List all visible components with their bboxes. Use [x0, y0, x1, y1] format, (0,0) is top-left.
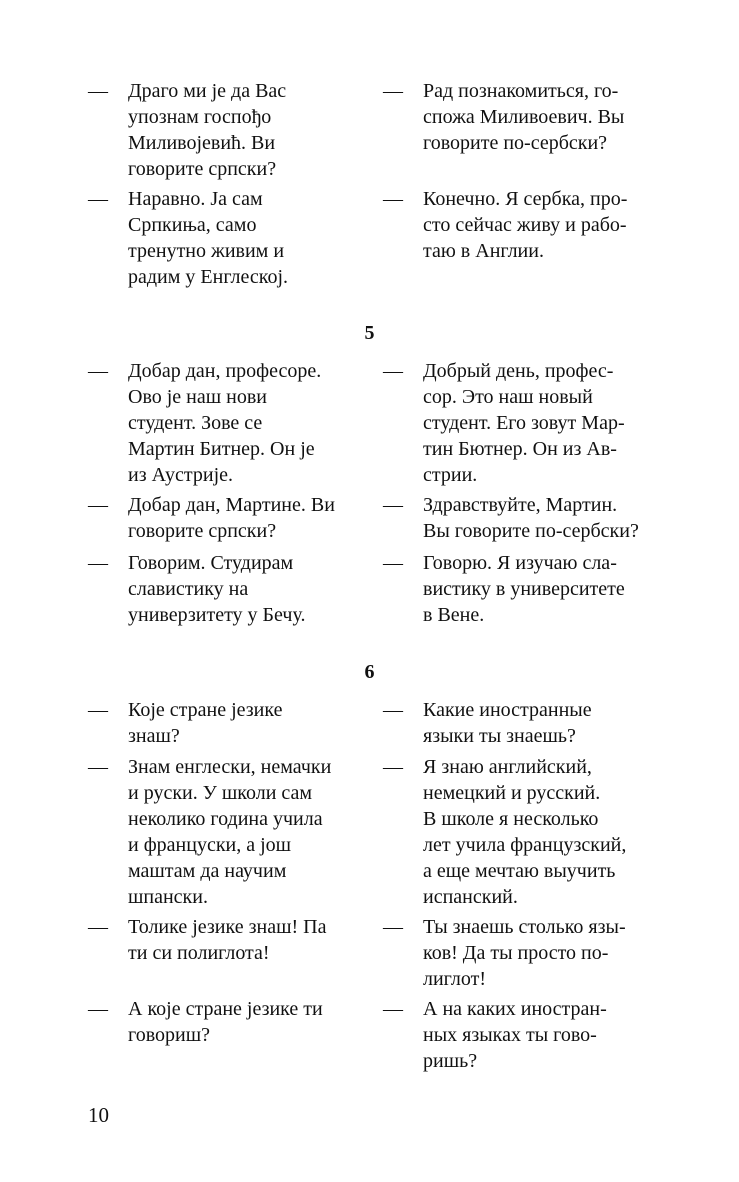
serbian-text: Толике језике знаш! Па ти си полиглота! [128, 916, 327, 964]
dialogue-dash: — [383, 699, 403, 721]
dialogue-dash: — [88, 188, 108, 210]
russian-text: А на каких иностран- ных языках ты гово- ришь? [423, 998, 607, 1072]
russian-text: Рад познакомиться, го- спожа Миливоевич. Вы говорите по-сербски? [423, 80, 625, 154]
russian-text: Добрый день, профес- сор. Это наш новый студент. Его зовут Мар- тин Бютнер. Он из Ав- стрии. [423, 360, 625, 486]
dialogue-dash: — [88, 998, 108, 1020]
dialogue-dash: — [383, 998, 403, 1020]
russian-text: Я знаю английский, немецкий и русский. В школе я несколько лет учила французский, а еще мечтаю выучить испанский. [423, 756, 627, 908]
dialogue-dash: — [383, 188, 403, 210]
serbian-text: Наравно. Ја сам Српкиња, само тренутно живим и радим у Енглеској. [128, 188, 289, 288]
russian-text: Ты знаешь столько язы- ков! Да ты просто по- лиглот! [423, 916, 626, 990]
dialogue-dash: — [88, 80, 108, 102]
serbian-text: Које стране језике знаш? [128, 699, 283, 747]
russian-text: Говорю. Я изучаю сла- вистику в университете в Вене. [423, 552, 625, 626]
dialogue-dash: — [383, 494, 403, 516]
russian-text: Здравствуйте, Мартин. Вы говорите по-сербски? [423, 494, 639, 542]
russian-text: Какие иностранные языки ты знаешь? [423, 699, 592, 747]
dialogue-dash: — [88, 916, 108, 938]
section-number: 5 [364, 322, 375, 344]
serbian-text: А које стране језике ти говориш? [128, 998, 323, 1046]
dialogue-dash: — [88, 494, 108, 516]
serbian-text: Драго ми је да Вас упознам госпођо Миливојевић. Ви говорите српски? [128, 80, 287, 180]
dialogue-dash: — [88, 552, 108, 574]
section-number: 6 [364, 661, 375, 683]
dialogue-dash: — [383, 756, 403, 778]
page-number: 10 [88, 1103, 109, 1127]
dialogue-dash: — [88, 699, 108, 721]
dialogue-dash: — [383, 360, 403, 382]
serbian-text: Добар дан, професоре. Ово је наш нови студент. Зове се Мартин Битнер. Он је из Аустрије. [128, 360, 322, 486]
serbian-text: Знам енглески, немачки и руски. У школи сам неколико година учила и француски, а још маштам да научим шпански. [128, 756, 332, 908]
dialogue-dash: — [88, 756, 108, 778]
serbian-text: Добар дан, Мартине. Ви говорите српски? [128, 494, 335, 542]
dialogue-dash: — [88, 360, 108, 382]
dialogue-dash: — [383, 916, 403, 938]
russian-text: Конечно. Я сербка, про- сто сейчас живу и рабо- таю в Англии. [423, 188, 628, 262]
dialogue-dash: — [383, 80, 403, 102]
serbian-text: Говорим. Студирам славистику на универзитету у Бечу. [128, 552, 306, 626]
dialogue-dash: — [383, 552, 403, 574]
